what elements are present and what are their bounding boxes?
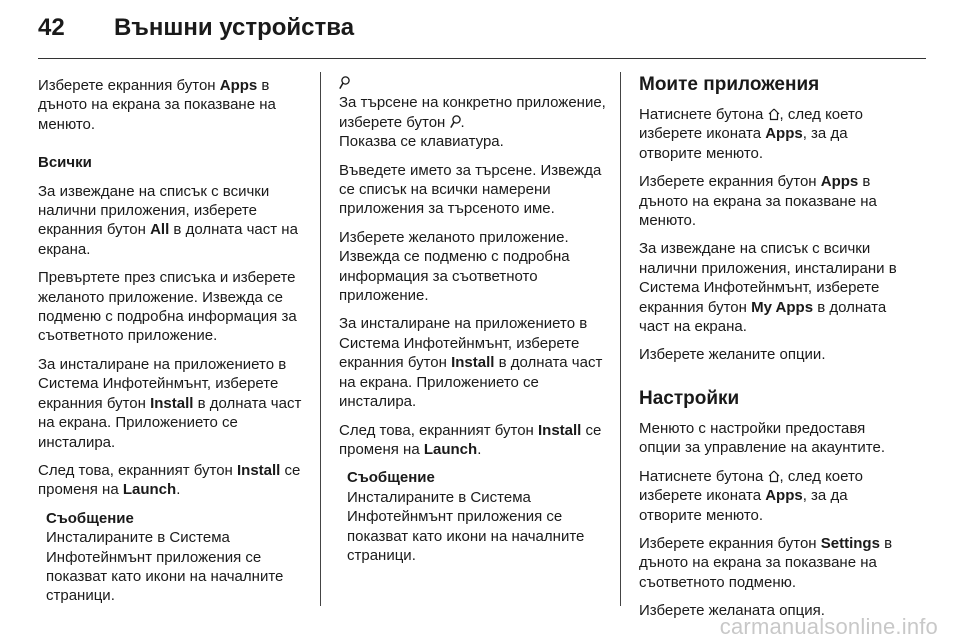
column-divider xyxy=(620,72,621,606)
note-box xyxy=(339,468,609,565)
text: Изберете екранния бутон xyxy=(639,534,821,552)
paragraph: Изберете желаните опции. xyxy=(639,346,826,364)
note-title: Съобщение xyxy=(46,509,134,527)
note-box xyxy=(38,509,312,606)
paragraph xyxy=(339,314,609,411)
text: , след което изберете иконата xyxy=(639,467,864,505)
paragraph xyxy=(639,105,909,163)
page-header xyxy=(38,14,354,42)
ui-term: Apps xyxy=(820,173,859,191)
paragraph: Превъртете през списъка и изберете желаното приложение. Извежда се подменю с подробна информация за съответното приложение. xyxy=(38,269,297,345)
text: . xyxy=(460,113,465,131)
paragraph xyxy=(339,93,609,151)
text: Изберете екранния бутон xyxy=(639,173,821,191)
subheading-all: Всички xyxy=(38,154,92,172)
ui-term: Install xyxy=(237,461,281,479)
text: се променя на xyxy=(38,461,301,499)
section-title-my-apps: Моите приложения xyxy=(639,74,820,95)
column-divider xyxy=(320,72,321,606)
ui-term: Launch xyxy=(423,440,478,458)
search-icon-standalone xyxy=(339,74,609,93)
text: в долната част на екрана. Приложението се инсталира. xyxy=(38,394,302,451)
note-text: Инсталираните в Система Инфотейнмънт приложения се показват като икони на началните страници. xyxy=(347,488,585,564)
paragraph xyxy=(38,182,312,260)
paragraph xyxy=(639,172,909,230)
ui-term: Apps xyxy=(219,77,258,94)
text: За инсталиране на приложението в Система Инфотейнмънт, изберете екранния бутон xyxy=(38,355,287,412)
ui-term: Install xyxy=(150,394,194,412)
spacer xyxy=(38,143,312,153)
ui-term: Install xyxy=(451,354,495,372)
search-icon xyxy=(339,76,350,90)
text: , след което изберете иконата xyxy=(639,106,864,143)
text: За извеждане на списък с всички налични приложения, изберете екранния бутон xyxy=(38,182,270,239)
text: в дъното на екрана за показване на менюто. xyxy=(639,173,877,230)
text: в дъното на екрана за показване на менюто. xyxy=(38,77,276,133)
paragraph xyxy=(38,355,312,452)
section-title-settings: Настройки xyxy=(639,387,740,409)
page-number: 42 xyxy=(38,14,65,41)
home-icon xyxy=(768,107,780,120)
text: в долната част на екрана. Приложението се инсталира. xyxy=(339,354,603,411)
paragraph: Изберете желаната опция. xyxy=(639,602,825,620)
paragraph: Въведете името за търсене. Извежда се списък на всички намерени приложения за търсеното име. xyxy=(339,161,602,218)
paragraph: Менюто с настройки предоставя опции за управление на акаунтите. xyxy=(639,419,886,457)
text: , за да отворите менюто. xyxy=(639,487,848,524)
column-1 xyxy=(38,76,312,615)
paragraph xyxy=(38,76,312,134)
text: За инсталиране на приложението в Система Инфотейнмънт, изберете екранния бутон xyxy=(339,315,588,372)
column-2 xyxy=(339,74,609,574)
text: . xyxy=(176,481,181,499)
paragraph xyxy=(339,421,609,460)
spacer xyxy=(639,374,909,388)
ui-term: Settings xyxy=(820,534,880,552)
text: Показва се клавиатура. xyxy=(339,133,504,151)
text: След това, екранният бутон xyxy=(339,421,538,439)
paragraph: Изберете желаното приложение. Извежда се подменю с подробна информация за съответното приложение. xyxy=(339,228,570,305)
page-title: Външни устройства xyxy=(114,14,355,41)
text: . xyxy=(477,440,482,458)
text: Натиснете бутона xyxy=(639,467,768,485)
paragraph xyxy=(639,467,909,525)
text: , за да отворите менюто. xyxy=(639,125,848,162)
ui-term: All xyxy=(150,221,170,239)
ui-term: My Apps xyxy=(751,298,814,316)
paragraph xyxy=(639,239,909,336)
ui-term: Launch xyxy=(122,481,177,499)
text: в долната част на екрана. xyxy=(639,298,887,336)
paragraph xyxy=(38,461,312,500)
text: Изберете екранния бутон xyxy=(38,77,220,94)
text: се променя на xyxy=(339,421,602,458)
text: След това, екранният бутон xyxy=(38,461,237,479)
text: Натиснете бутона xyxy=(639,106,768,123)
ui-term: Apps xyxy=(765,125,803,143)
text: За извеждане на списък с всички налични приложения, инсталирани в Система Инфотейнмънт, изберете екранния бутон xyxy=(639,240,897,316)
text: За търсене на конкретно приложение, изберете бутон xyxy=(339,94,606,131)
home-icon xyxy=(768,469,780,482)
search-icon xyxy=(450,115,461,129)
text: в долната част на екрана. xyxy=(38,221,298,258)
header-rule xyxy=(38,58,926,59)
paragraph xyxy=(639,534,909,592)
watermark: carmanualsonline.info xyxy=(719,614,938,639)
column-3 xyxy=(639,74,909,630)
note-text: Инсталираните в Система Инфотейнмънт приложения се показват като икони на началните страници. xyxy=(46,529,284,605)
ui-term: Install xyxy=(538,421,582,439)
note-title: Съобщение xyxy=(347,469,435,487)
ui-term: Apps xyxy=(765,487,803,505)
text: в дъното на екрана за показване на съответното подменю. xyxy=(639,534,893,591)
